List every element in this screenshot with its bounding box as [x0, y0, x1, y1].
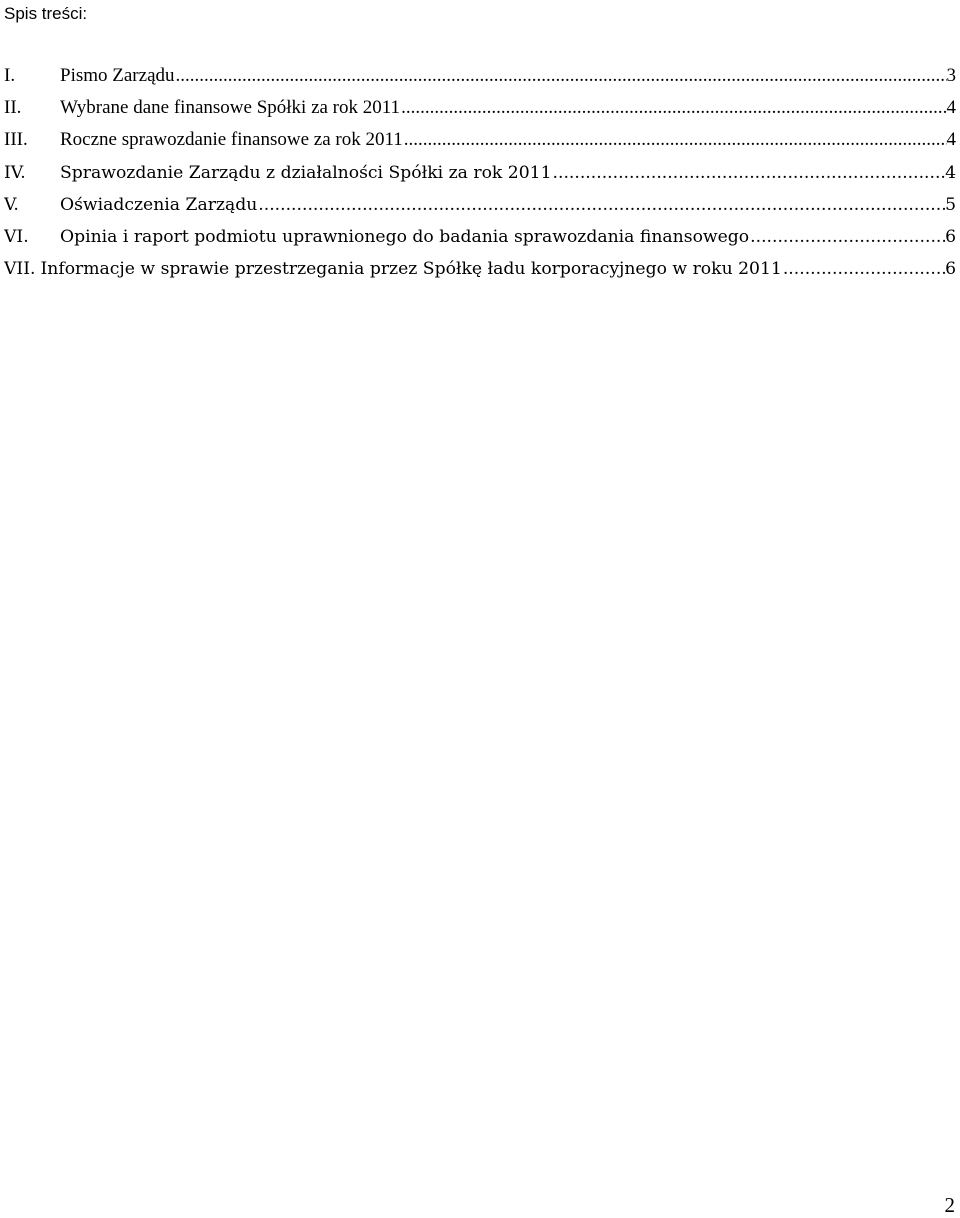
toc-entry-4[interactable] [4, 161, 956, 193]
toc-entry-2[interactable] [4, 96, 956, 128]
toc-entry-title: Roczne sprawozdanie finansowe za rok 2011 [60, 129, 403, 151]
toc-dot-leader [782, 257, 945, 281]
toc-entry-page: 4 [946, 129, 956, 151]
toc-entry-5[interactable] [4, 193, 956, 225]
toc-heading: Spis treści: [4, 4, 88, 23]
toc-entry-page: 5 [945, 194, 956, 215]
toc-entry-number: V. [4, 194, 19, 215]
toc-entry-page: 3 [946, 65, 956, 86]
toc-dot-leader [403, 128, 947, 152]
toc-entry-7[interactable] [4, 257, 956, 289]
toc-list [4, 64, 956, 289]
toc-entry-title: Oświadczenia Zarządu [60, 194, 258, 215]
toc-entry-number: IV. [4, 162, 26, 183]
toc-entry-3[interactable] [4, 128, 956, 160]
toc-entry-number: III. [4, 129, 28, 151]
toc-entry-title: Pismo Zarządu [60, 65, 175, 86]
toc-entry-number: VII. [4, 259, 36, 280]
toc-entry-number: VI. [4, 226, 29, 247]
toc-entry-6[interactable] [4, 225, 956, 257]
toc-dot-leader [257, 193, 945, 217]
toc-entry-number: I. [4, 65, 16, 86]
toc-dot-leader [175, 64, 947, 88]
toc-entry-title: Sprawozdanie Zarządu z działalności Spółki za rok 2011 [60, 162, 552, 183]
toc-entry-1[interactable] [4, 64, 956, 96]
toc-dot-leader [400, 96, 946, 120]
toc-entry-title: Wybrane dane finansowe Spółki za rok 2011 [60, 97, 401, 119]
toc-dot-leader [552, 161, 946, 185]
toc-entry-page: 6 [945, 226, 956, 247]
toc-entry-page: 4 [946, 97, 956, 119]
toc-entry-number: II. [4, 97, 22, 119]
toc-entry-page: 6 [945, 259, 956, 280]
toc-entry-title: Informacje w sprawie przestrzegania przez Spółkę ładu korporacyjnego w roku 2011 [40, 259, 782, 280]
toc-entry-title: Opinia i raport podmiotu uprawnionego do badania sprawozdania finansowego [60, 226, 750, 247]
toc-dot-leader [749, 225, 945, 249]
toc-entry-page: 4 [945, 162, 956, 183]
page-number: 2 [944, 1193, 955, 1217]
